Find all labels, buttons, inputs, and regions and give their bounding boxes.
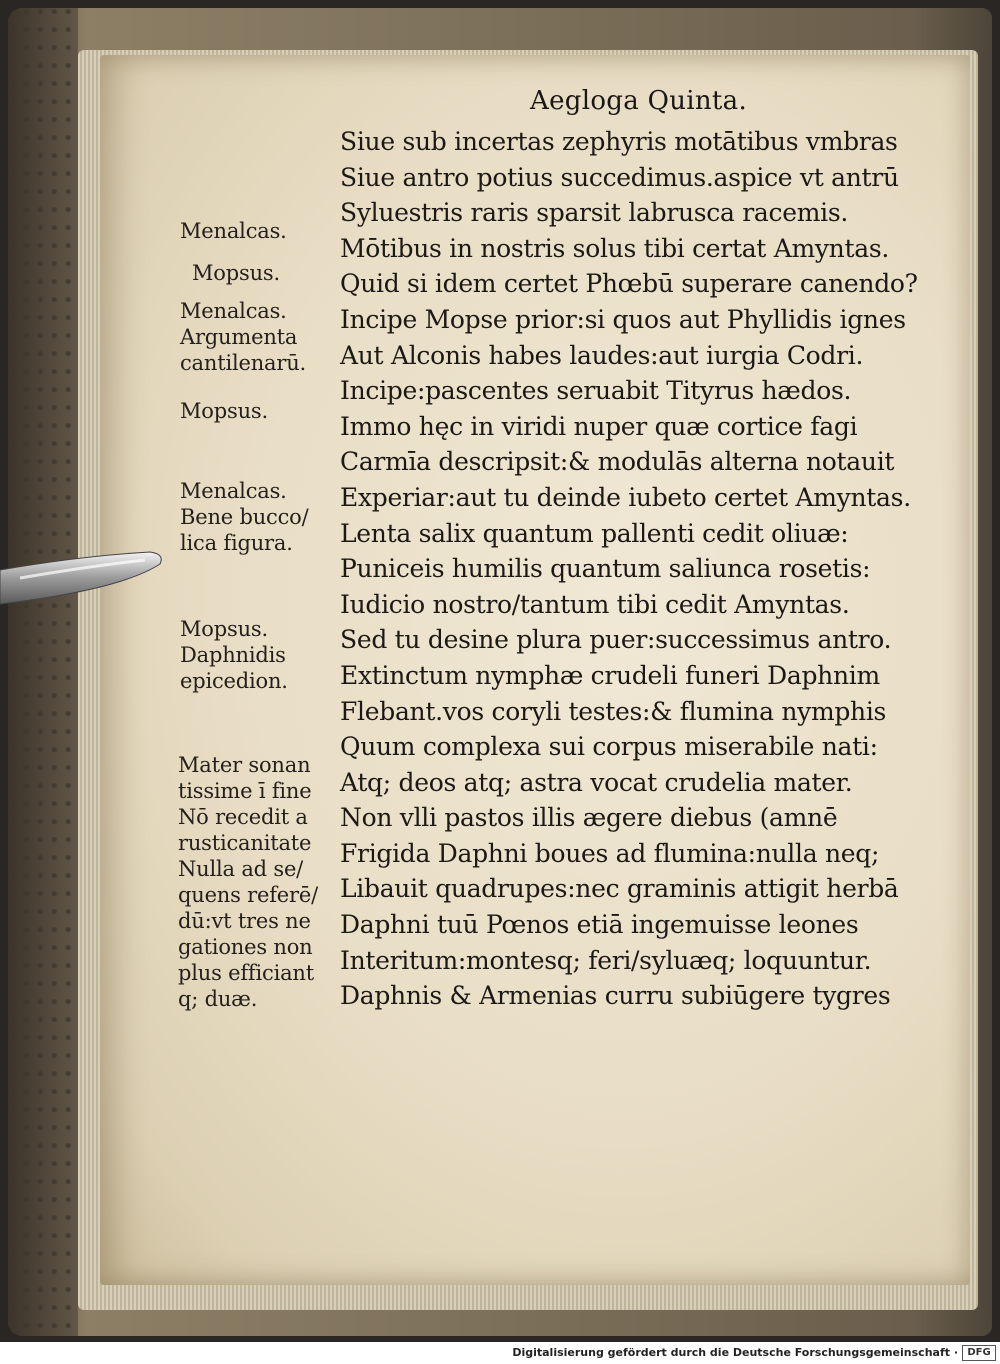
verse-line: Interitum:montesq; feri/syluæq; loquuntur. (340, 945, 872, 975)
margin-note-line: Argumenta (180, 325, 298, 349)
verse-line: Experiar:aut tu deinde iubeto certet Amyntas. (340, 482, 911, 512)
margin-note-line: Mopsus. (180, 617, 268, 641)
verse-line: Iudicio nostro/tantum tibi cedit Amyntas. (340, 589, 850, 619)
margin-note (180, 478, 309, 556)
verse-line: Libauit quadrupes:nec graminis attigit herbā (340, 874, 899, 904)
verse-line: Aut Alconis habes laudes:aut iurgia Codri. (340, 340, 864, 370)
verse-line: Flebant.vos coryli testes:& flumina nymphis (340, 696, 887, 726)
verse-block (340, 124, 920, 1014)
margin-note-line: lica figura. (180, 531, 293, 555)
verse-line: Puniceis humilis quantum saliunca rosetis: (340, 554, 871, 584)
margin-note-line: plus efficiant (178, 961, 314, 985)
margin-note (178, 752, 318, 1012)
margin-note-line: Bene bucco/ (180, 505, 309, 529)
verse-line: Atq; deos atq; astra vocat crudelia mater. (340, 767, 853, 797)
margin-note-line: cantilenarū. (180, 351, 306, 375)
margin-note-line: Mopsus. (180, 399, 268, 423)
verse-line: Sed tu desine plura puer:successimus antro. (340, 625, 892, 655)
verse-line: Daphni tuū Pœnos etiā ingemuisse leones (340, 910, 859, 940)
verse-line: Quid si idem certet Phœbū superare canendo? (340, 269, 918, 299)
page-clip (0, 548, 165, 608)
margin-note (180, 616, 288, 694)
margin-note-line: dū:vt tres ne (178, 909, 311, 933)
verse-line: Mōtibus in nostris solus tibi certat Amyntas. (340, 233, 890, 263)
margin-note (192, 260, 280, 286)
verse-line: Siue sub incertas zephyris motātibus vmbras (340, 127, 898, 156)
margin-note-line: Mopsus. (192, 261, 280, 285)
margin-note-line: gationes non (178, 935, 313, 959)
margin-note-line: Menalcas. (180, 299, 287, 323)
verse-line: Incipe:pascentes seruabit Tityrus hædos. (340, 376, 852, 406)
page-header: Aegloga Quinta. (530, 86, 748, 116)
margin-note-line: Menalcas. (180, 479, 287, 503)
verse-line: Syluestris raris sparsit labrusca racemis. (340, 198, 848, 228)
margin-note-line: Menalcas. (180, 219, 287, 243)
margin-note-line: Nulla ad se/ (178, 857, 304, 881)
margin-note-line: Nō recedit a (178, 805, 308, 829)
verse-line: Immo hęc in viridi nuper quæ cortice fagi (340, 411, 858, 441)
margin-note-line: tissime ī fine (178, 779, 312, 803)
dfg-logo-icon[interactable]: DFG (962, 1345, 996, 1361)
margin-note (180, 398, 268, 424)
margin-note-line: epicedion. (180, 669, 288, 693)
margin-note-line: q; duæ. (178, 987, 258, 1011)
margin-note-line: quens referē/ (178, 883, 318, 907)
verse-line: Daphnis & Armenias curru subiūgere tygres (340, 981, 891, 1011)
verse-line: Quum complexa sui corpus miserabile nati: (340, 732, 878, 762)
verse-line: Siue antro potius succedimus.aspice vt antrū (340, 162, 899, 192)
clip-icon (0, 548, 165, 608)
verse-line: Carmīa descripsit:& modulās alterna notauit (340, 447, 895, 477)
margin-note (180, 218, 287, 244)
verse-line: Lenta salix quantum pallenti cedit oliuæ: (340, 518, 849, 548)
margin-note-line: Mater sonan (178, 753, 311, 777)
margin-note-line: rusticanitate (178, 831, 312, 855)
verse-line: Incipe Mopse prior:si quos aut Phyllidis ignes (340, 304, 906, 334)
verse-line: Frigida Daphni boues ad flumina:nulla neq; (340, 838, 880, 868)
verse-line: Non vlli pastos illis ægere diebus (amnē (340, 803, 838, 833)
margin-note-line: Daphnidis (180, 643, 286, 667)
verse-line: Extinctum nymphæ crudeli funeri Daphnim (340, 660, 880, 690)
margin-note (180, 298, 306, 376)
footer-credit: Digitalisierung gefördert durch die Deutsche Forschungsgemeinschaft · (0, 1342, 1000, 1364)
